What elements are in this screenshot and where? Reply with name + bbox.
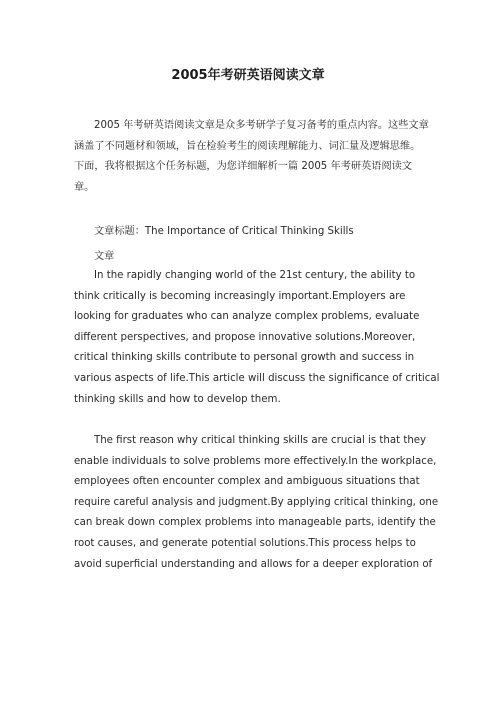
paragraph-line: In the rapidly changing world of the 21st century, the ability to (94, 270, 416, 281)
intro-line: 下面，我将根据这个任务标题，为您详细解析一篇 2005 年考研英语阅读文 (74, 161, 413, 173)
paragraph-line: enable individuals to solve problems more effectively.In the workplace, (74, 455, 437, 467)
paragraph-line: The first reason why critical thinking skills are crucial is that they (94, 435, 427, 446)
paragraph-line: can break down complex problems into manageable parts, identify the (74, 517, 436, 529)
article-label: 文章 (94, 251, 115, 262)
intro-line: 2005 年考研英语阅读文章是众多考研学子复习备考的重点内容。这些文章 (94, 120, 429, 131)
paragraph-line: avoid superficial understanding and allows for a deeper exploration of (74, 558, 433, 570)
article-paragraph-2 (74, 431, 439, 575)
paragraph-line: employees often encounter complex and ambiguous situations that (74, 476, 420, 488)
paragraph-line: looking for graduates who can analyze complex problems, evaluate (74, 311, 420, 323)
intro-line: 涵盖了不同题材和领域，旨在检验考生的阅读理解能力、词汇量及逻辑思维。 (74, 140, 421, 152)
article-paragraph-1 (74, 266, 440, 410)
paragraph-line: critical thinking skills contribute to personal growth and success in (74, 352, 415, 364)
paragraph-line: think critically is becoming increasingly important.Employers are (74, 290, 406, 302)
intro-paragraph (74, 116, 428, 198)
paragraph-line: require careful analysis and judgment.By applying critical thinking, one (74, 496, 439, 508)
paragraph-line: thinking skills and how to develop them. (74, 393, 281, 405)
article-title-line: 文章标题：The Importance of Critical Thinking Skills (94, 226, 354, 237)
paragraph-line: different perspectives, and propose innovative solutions.Moreover, (74, 331, 416, 343)
paragraph-line: various aspects of life.This article will discuss the significance of critical (74, 372, 440, 384)
document-title: 2005年考研英语阅读文章 (171, 68, 325, 83)
intro-line: 章。 (74, 181, 95, 193)
paragraph-line: root causes, and generate potential solutions.This process helps to (74, 537, 416, 549)
